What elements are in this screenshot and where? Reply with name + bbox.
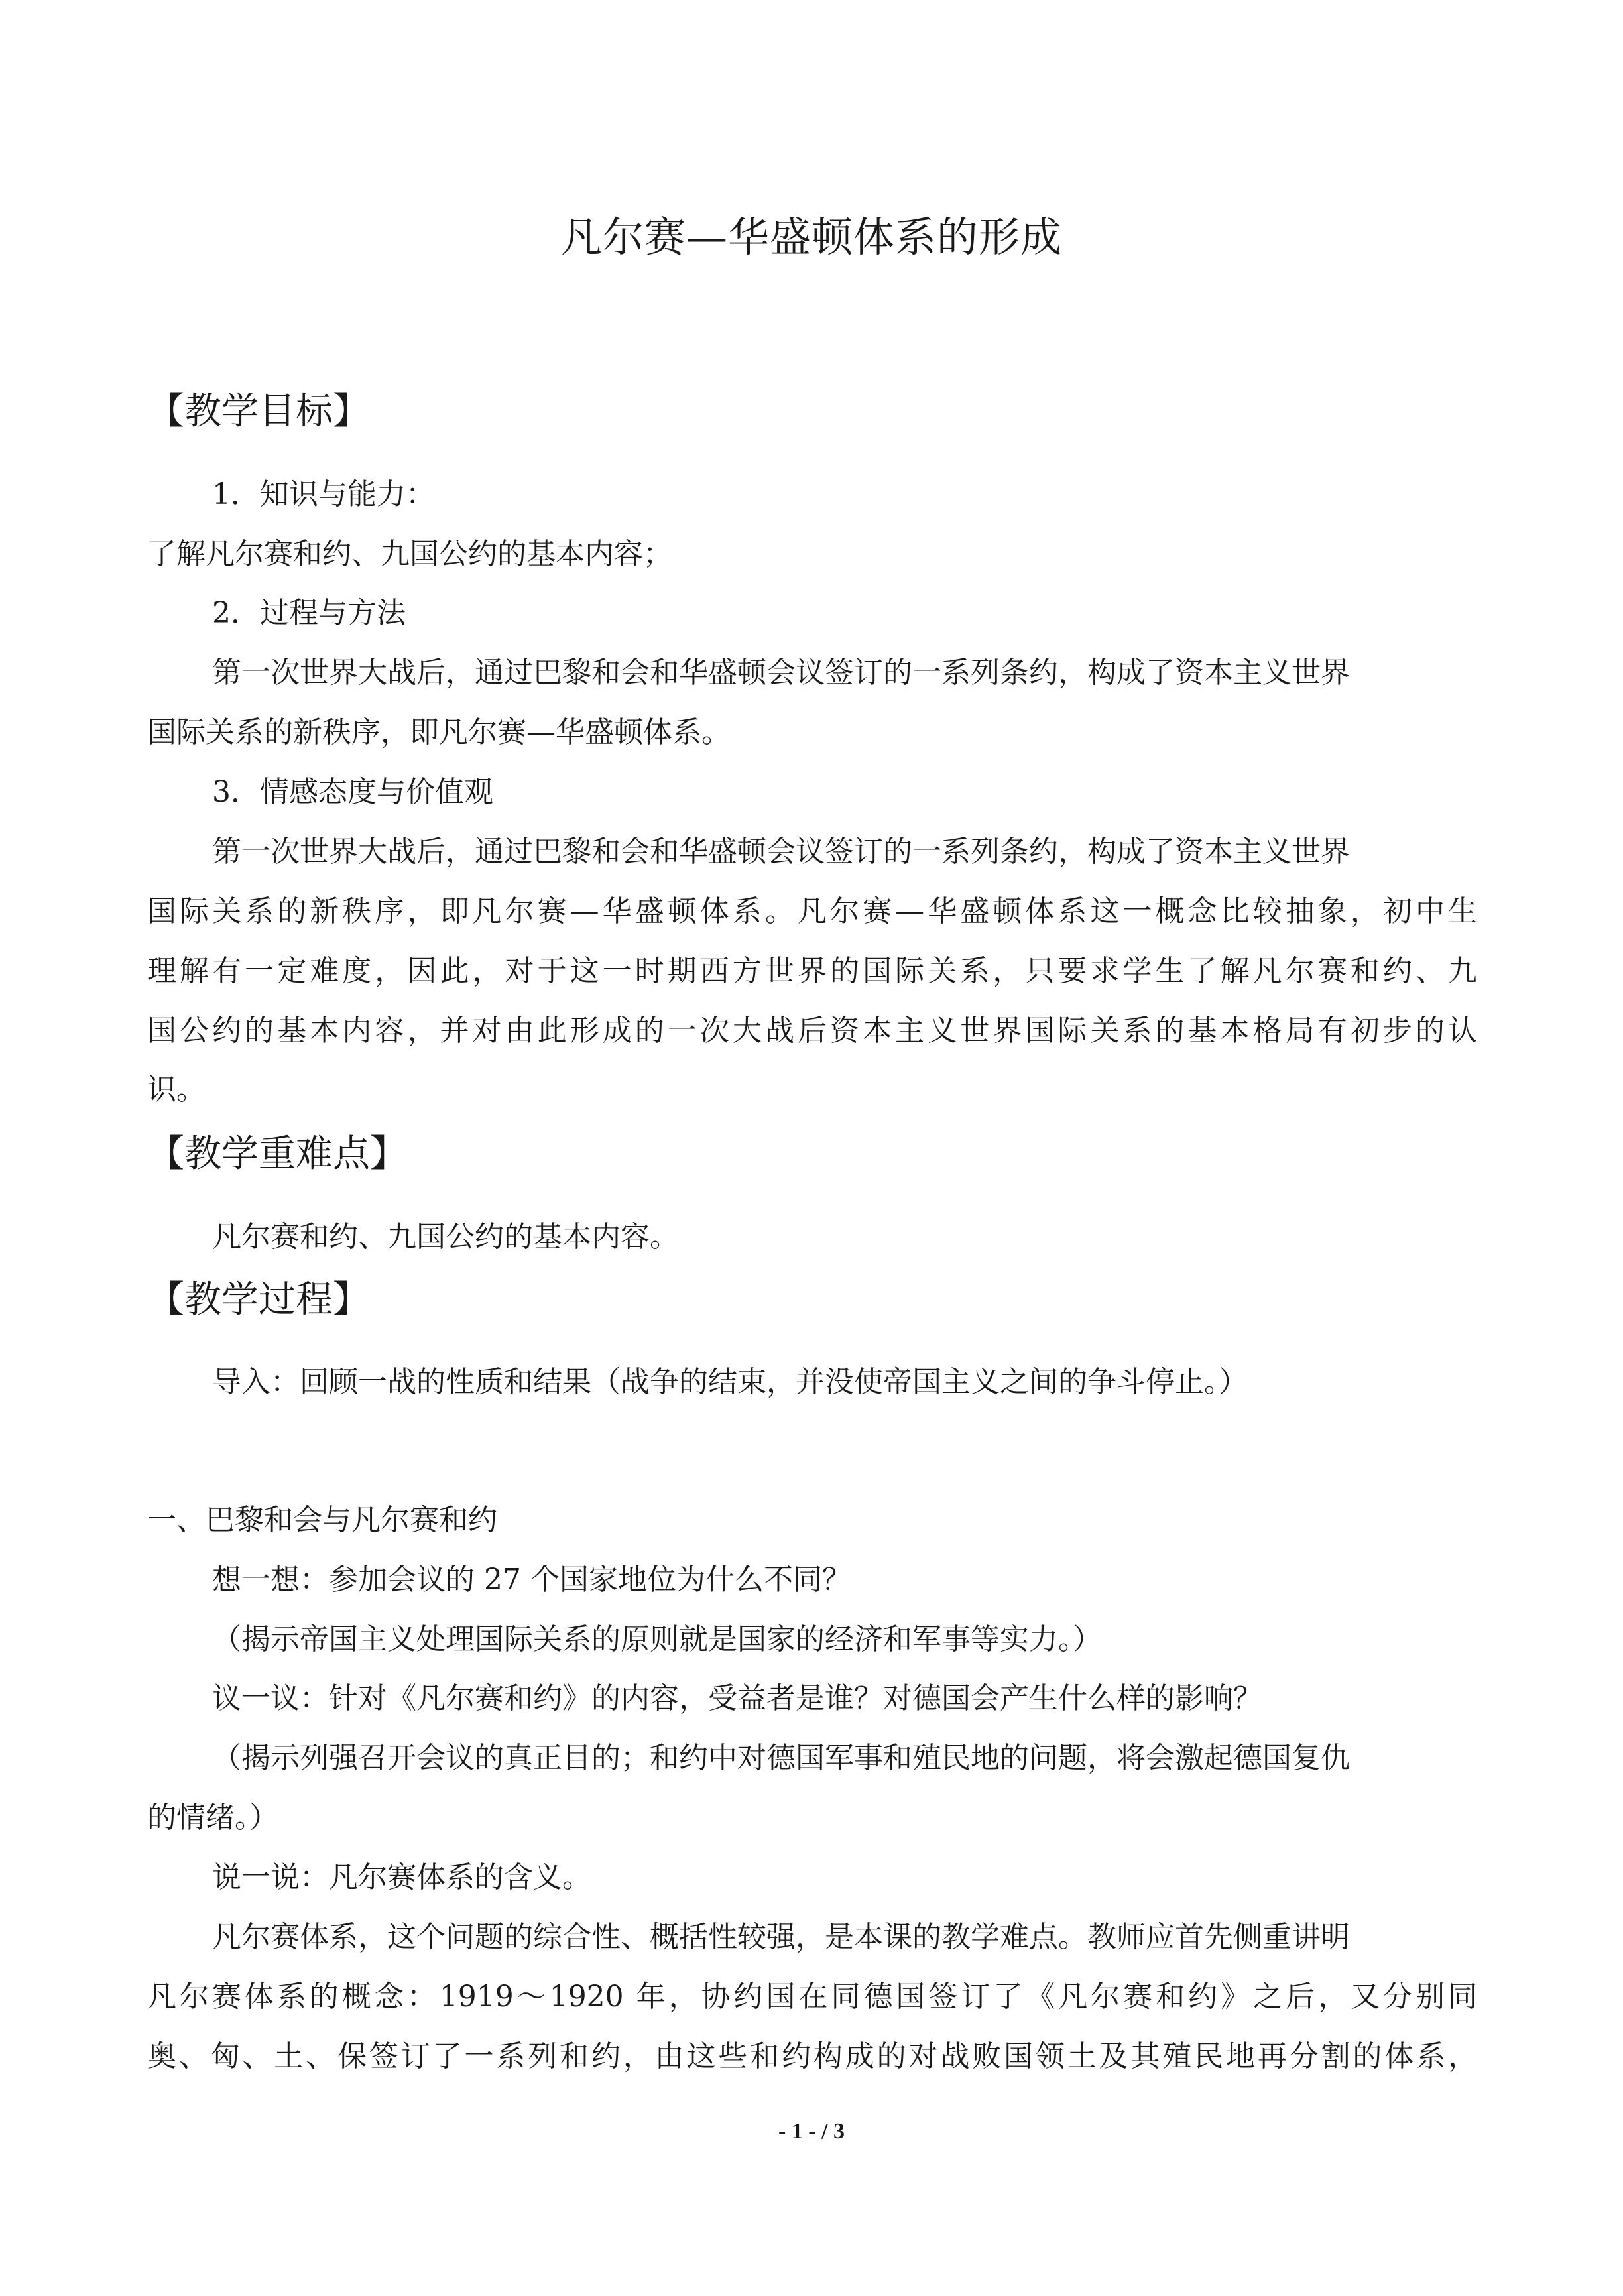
say-question: 说一说：凡尔赛体系的含义。 [212,1860,591,1894]
say-text-line: 凡尔赛体系，这个问题的综合性、概括性较强，是本课的教学难点。教师应首先侧重讲明 [212,1920,1350,1954]
discuss-question: 议一议：针对《凡尔赛和约》的内容，受益者是谁？对德国会产生什么样的影响？ [212,1681,1262,1715]
process-intro: 导入：回顾一战的性质和结果（战争的结束，并没使帝国主义之间的争斗停止。） [212,1365,1248,1399]
key-points-text: 凡尔赛和约、九国公约的基本内容。 [212,1220,679,1254]
discuss-answer-line: 的情绪。） [147,1801,278,1835]
goal-3-text-line: 第一次世界大战后，通过巴黎和会和华盛顿会议签订的一系列条约，构成了资本主义世界 [212,835,1350,869]
discuss-answer-line: （揭示列强召开会议的真正目的；和约中对德国军事和殖民地的问题，将会激起德国复仇 [212,1741,1350,1775]
goal-3-text-line: 识。 [147,1073,206,1107]
say-text-line: 凡尔赛体系的概念：1919～1920 年，协约国在同德国签订了《凡尔赛和约》之后，又分别同 [147,1980,1477,2014]
think-answer: （揭示帝国主义处理国际关系的原则就是国家的经济和军事等实力。） [212,1622,1102,1656]
section-heading-process: 【教学过程】 [147,1278,370,1321]
section-heading-goals: 【教学目标】 [147,390,370,433]
goal-3-text-line: 理解有一定难度，因此，对于这一时期西方世界的国际关系，只要求学生了解凡尔赛和约、九 [147,954,1477,988]
page-number: - 1 - / 3 [778,2119,845,2144]
part-1-title: 一、巴黎和会与凡尔赛和约 [147,1503,497,1537]
think-question: 想一想：参加会议的 27 个国家地位为什么不同？ [212,1563,851,1597]
goal-1-text: 了解凡尔赛和约、九国公约的基本内容； [147,537,672,571]
goal-3-text-line: 国公约的基本内容，并对由此形成的一次大战后资本主义世界国际关系的基本格局有初步的认 [147,1014,1477,1048]
goal-3-text-line: 国际关系的新秩序，即凡尔赛—华盛顿体系。凡尔赛—华盛顿体系这一概念比较抽象，初中生 [147,894,1477,928]
say-text-line: 奥、匈、土、保签订了一系列和约，由这些和约构成的对战败国领土及其殖民地再分割的体系， [147,2039,1477,2073]
section-heading-key: 【教学重难点】 [147,1132,407,1176]
goal-1-title: 1．知识与能力： [212,477,435,511]
goal-2-text-line: 国际关系的新秩序，即凡尔赛—华盛顿体系。 [147,715,731,749]
goal-2-text-line: 第一次世界大战后，通过巴黎和会和华盛顿会议签订的一系列条约，构成了资本主义世界 [212,656,1350,690]
page-title: 凡尔赛—华盛顿体系的形成 [560,213,1062,261]
goal-3-title: 3．情感态度与价值观 [212,775,493,809]
goal-2-title: 2．过程与方法 [212,596,406,630]
